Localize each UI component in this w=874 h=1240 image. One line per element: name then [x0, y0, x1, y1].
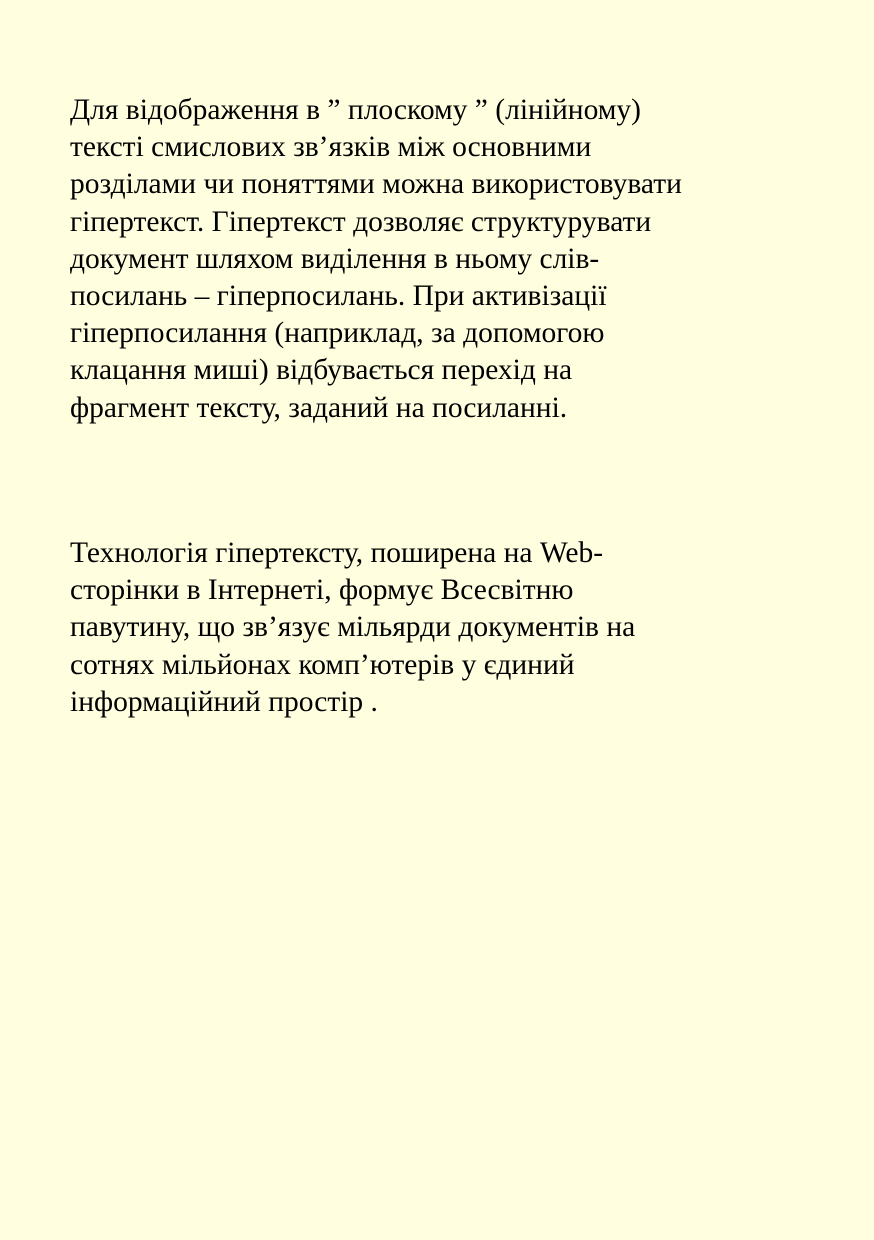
text-line: тексті смислових зв’язків між основними: [70, 131, 592, 164]
text-line: сторінки в Інтернеті, формує Всесвітню: [70, 574, 574, 607]
text-line: розділами чи поняттями можна використовувати: [70, 168, 682, 201]
text-line: павутину, що зв’язує мільярди документів на: [70, 611, 636, 644]
text-line: Технологія гіпертексту, поширена на Web-: [70, 537, 604, 569]
text-line: документ шляхом виділення в ньому слів-: [70, 242, 600, 275]
text-line: гіпертекст. Гіпертекст дозволяє структурувати: [70, 205, 652, 238]
text-line: клацання миші) відбувається перехід на: [70, 354, 573, 387]
text-line: інформаційний простір .: [70, 685, 378, 718]
paragraph-hypertext-definition: [70, 92, 682, 427]
text-line: гіперпосилання (наприклад, за допомогою: [70, 317, 605, 350]
text-line: Для відображення в ” плоскому ” (лінійному): [70, 94, 642, 126]
text-line: посилань – гіперпосилань. При активізації: [70, 280, 607, 313]
paragraph-web-technology: [70, 535, 635, 721]
text-line: фрагмент тексту, заданий на посиланні.: [70, 391, 568, 424]
text-line: сотнях мільйонах комп’ютерів у єдиний: [70, 648, 575, 681]
